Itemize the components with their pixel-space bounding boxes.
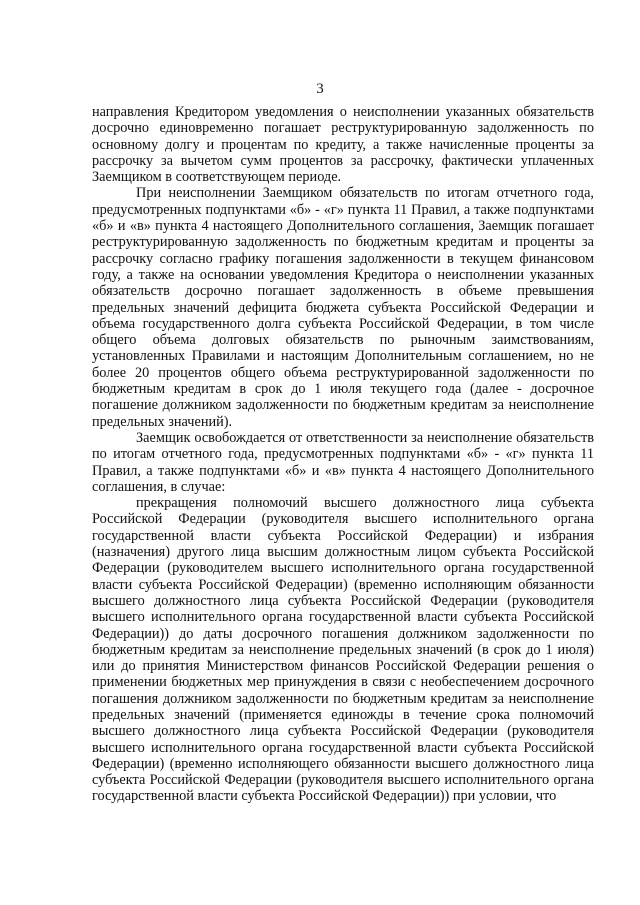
paragraph-exemption: Заемщик освобождается от ответственности за неисполнение обязательств по итогам отчетного года, предусмотренных подпунктами «б» - «г» пункта 11 Правил, а также подпунктами «б» и «в» пункта 4 настоящего Дополнительного соглашения, в случае:: [92, 429, 594, 495]
paragraph-termination-of-powers: прекращения полномочий высшего должностного лица субъекта Российской Федерации (руководителя высшего исполнительного органа государственной власти субъекта Российской Федерации) и избрания (назначения) другого лица высшим должностным лицом субъекта Российской Федерации (руководителем высшего исполнительного органа государственной власти субъекта Российской Федерации) (временно исполняющим обязанности высшего должностного лица субъекта Российской Федерации (руководителя высшего исполнительного органа государственной власти субъекта Российской Федерации)) до даты досрочного погашения должником задолженности по бюджетным кредитам за неисполнение предельных значений (в срок до 1 июля) или до принятия Министерством финансов Российской Федерации решения о применении бюджетных мер принуждения в связи с необеспечением досрочного погашения должником задолженности по бюджетным кредитам за неисполнение предельных значений (применяется единожды в течение срока полномочий высшего должностного лица субъекта Российской Федерации (руководителя высшего исполнительного органа государственной власти субъекта Российской Федерации) (временно исполняющего обязанности высшего должностного лица субъекта Российской Федерации (руководителя высшего исполнительного органа государственной власти субъекта Российской Федерации)) при условии, что: [92, 495, 594, 805]
body-text: [92, 104, 594, 805]
page-number: 3: [316, 81, 324, 97]
paragraph-nonfulfillment: При неисполнении Заемщиком обязательств по итогам отчетного года, предусмотренных подпунктами «б» - «г» пункта 11 Правил, а также подпунктами «б» и «в» пункта 4 настоящего Дополнительного соглашения, Заемщик погашает реструктурированную задолженность по бюджетным кредитам и проценты за рассрочку согласно графику погашения задолженности в текущем финансовом году, а также на основании уведомления Кредитора о неисполнении указанных обязательств досрочно погашает задолженность в объеме превышения предельных значений дефицита бюджета субъекта Российской Федерации и объема государственного долга субъекта Российской Федерации, в том числе общего объема долговых обязательств по рыночным заимствованиям, установленных Правилами и настоящим Дополнительным соглашением, но не более 20 процентов общего объема реструктурированной задолженности по бюджетным кредитам в срок до 1 июля текущего года (далее - досрочное погашение должником задолженности по бюджетным кредитам за неисполнение предельных значений).: [92, 185, 594, 430]
paragraph-continuation: направления Кредитором уведомления о неисполнении указанных обязательств досрочно единовременно погашает реструктурированную задолженность по основному долгу и процентам по кредиту, а также начисленные проценты за рассрочку за вычетом сумм процентов за рассрочку, фактически уплаченных Заемщиком в соответствующем периоде.: [92, 104, 594, 186]
